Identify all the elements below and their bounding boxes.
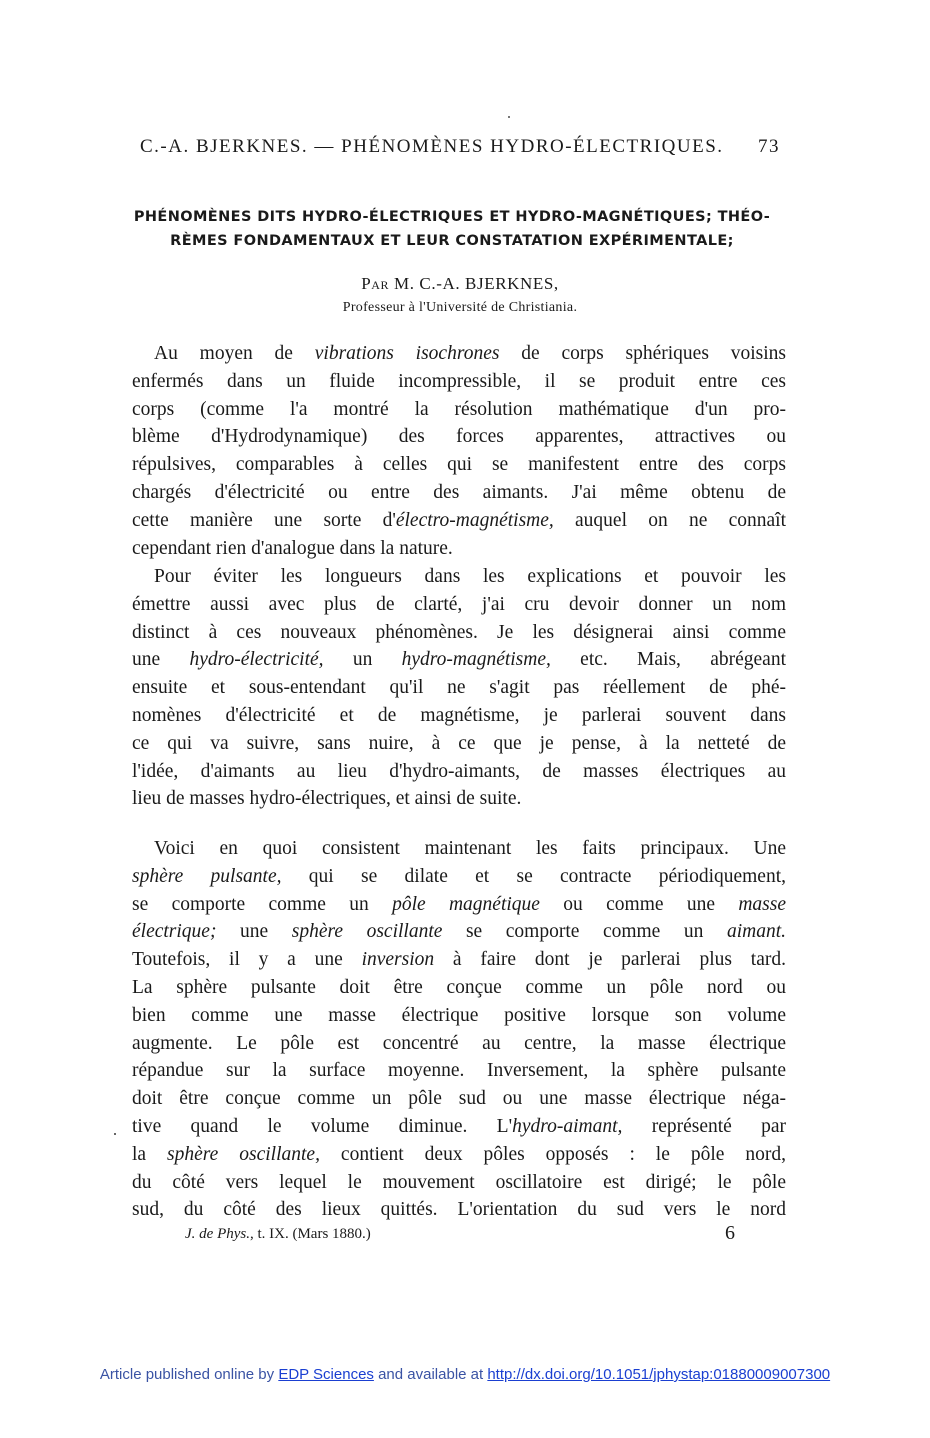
- text-line: chargés d'électricité ou entre des aimants. J'ai même obtenu de: [132, 481, 786, 503]
- emphasis: sphère oscillante: [291, 921, 443, 943]
- paragraph-2: [132, 563, 786, 813]
- text-line: bien comme une masse électrique positive lorsque son volume: [132, 1004, 786, 1026]
- doi-link[interactable]: http://dx.doi.org/10.1051/jphystap:01880009007300: [487, 1366, 831, 1383]
- emphasis: hydro-aimant,: [512, 1115, 623, 1137]
- paragraph-1: [132, 340, 786, 562]
- text-line: sphère pulsante, qui se dilate et se contracte périodiquement,: [132, 865, 786, 887]
- paragraph-3: [132, 835, 786, 1224]
- running-head: [140, 136, 780, 158]
- title-line-2: RÈMES FONDAMENTAUX ET LEUR CONSTATATION EXPÉRIMENTALE;: [170, 233, 734, 249]
- text-line: Pour éviter les longueurs dans les explications et pouvoir les: [154, 566, 786, 587]
- text-line: ce qui va suivre, sans nuire, à ce que je pense, à la netteté de: [132, 732, 786, 754]
- byline-par: Par: [361, 274, 390, 293]
- text-line: cependant rien d'analogue dans la nature.: [132, 537, 453, 559]
- text-line: ensuite et sous-entendant qu'il ne s'agit pas réellement de phé-: [132, 677, 786, 699]
- text-line: Voici en quoi consistent maintenant les faits principaux. Une: [154, 838, 786, 859]
- page-footer: [185, 1222, 735, 1245]
- publisher-link[interactable]: EDP Sciences: [278, 1366, 374, 1383]
- text-line: se comporte comme un pôle magnétique ou comme une masse: [132, 893, 786, 915]
- text-line: doit être conçue comme un pôle sud ou une masse électrique néga-: [132, 1088, 786, 1110]
- text-line: l'idée, d'aimants au lieu d'hydro-aimants, de masses électriques au: [132, 760, 786, 782]
- byline: [130, 274, 790, 294]
- text-line: la sphère oscillante, contient deux pôles opposés : le pôle nord,: [132, 1143, 786, 1165]
- emphasis: masse: [738, 893, 786, 915]
- emphasis: sphère pulsante,: [132, 865, 282, 887]
- text-line: augmente. Le pôle est concentré au centre, la masse électrique: [132, 1032, 786, 1054]
- emphasis: sphère oscillante,: [167, 1143, 320, 1165]
- emphasis: hydro-électricité,: [189, 649, 324, 671]
- text-line: enfermés dans un fluide incompressible, il se produit entre ces: [132, 370, 786, 392]
- emphasis: électro-magnétisme,: [395, 509, 554, 531]
- text-line: nomènes d'électricité et de magnétisme, je parlerai souvent dans: [132, 704, 786, 726]
- emphasis: électrique;: [132, 921, 217, 943]
- text-line: lieu de masses hydro-électriques, et ainsi de suite.: [132, 788, 522, 810]
- text-line: cette manière une sorte d'électro-magnétisme, auquel on ne connaît: [132, 509, 786, 531]
- text-line: une hydro-électricité, un hydro-magnétisme, etc. Mais, abrégeant: [132, 649, 786, 671]
- emphasis: pôle magnétique: [392, 893, 540, 915]
- byline-author: M. C.-A. BJERKNES,: [394, 274, 559, 293]
- print-speck: [508, 116, 510, 118]
- journal-name: J. de Phys.: [185, 1226, 250, 1242]
- text-line: électrique; une sphère oscillante se comporte comme un aimant.: [132, 921, 786, 943]
- text-line: sud, du côté des lieux quittés. L'orientation du sud vers le nord: [132, 1199, 786, 1221]
- journal-citation: J. de Phys., t. IX. (Mars 1880.): [185, 1226, 371, 1242]
- emphasis: aimant.: [726, 921, 786, 943]
- margin-mark: [114, 1133, 116, 1135]
- text-line: répulsives, comparables à celles qui se manifestent entre des corps: [132, 454, 786, 476]
- title-line-1: PHÉNOMÈNES DITS HYDRO-ÉLECTRIQUES ET HYDRO-MAGNÉTIQUES; THÉO-: [133, 209, 771, 225]
- emphasis: hydro-magnétisme,: [401, 649, 551, 671]
- text-line: La sphère pulsante doit être conçue comme un pôle nord ou: [132, 976, 786, 998]
- text-line: répandue sur la surface moyenne. Inversement, la sphère pulsante: [132, 1060, 786, 1082]
- text-line: distinct à ces nouveaux phénomènes. Je les désignerai ainsi comme: [132, 621, 786, 643]
- signature-mark: 6: [725, 1222, 735, 1244]
- author-affiliation: Professeur à l'Université de Christiania.: [342, 300, 578, 315]
- emphasis: inversion: [361, 949, 435, 971]
- text-line: Toutefois, il y a une inversion à faire dont je parlerai plus tard.: [132, 949, 786, 971]
- text-line: tive quand le volume diminue. L'hydro-aimant, représenté par: [132, 1115, 786, 1137]
- text-line: Au moyen de vibrations isochrones de corps sphériques voisins: [154, 343, 786, 364]
- text-line: du côté vers lequel le mouvement oscillatoire est dirigé; le pôle: [132, 1171, 786, 1193]
- page-number: 73: [758, 136, 780, 157]
- article-title: [120, 205, 784, 253]
- emphasis: vibrations isochrones: [314, 343, 500, 364]
- publication-notice: Article published online by EDP Sciences and available at http://dx.doi.org/10.1051/jphystap:01880009007300: [99, 1366, 831, 1383]
- running-title: C.-A. BJERKNES. — PHÉNOMÈNES HYDRO-ÉLECTRIQUES.: [140, 136, 724, 157]
- text-line: blème d'Hydrodynamique) des forces apparentes, attractives ou: [132, 426, 786, 448]
- text-line: émettre aussi avec plus de clarté, j'ai cru devoir donner un nom: [132, 593, 786, 615]
- text-line: corps (comme l'a montré la résolution mathématique d'un pro-: [132, 398, 786, 420]
